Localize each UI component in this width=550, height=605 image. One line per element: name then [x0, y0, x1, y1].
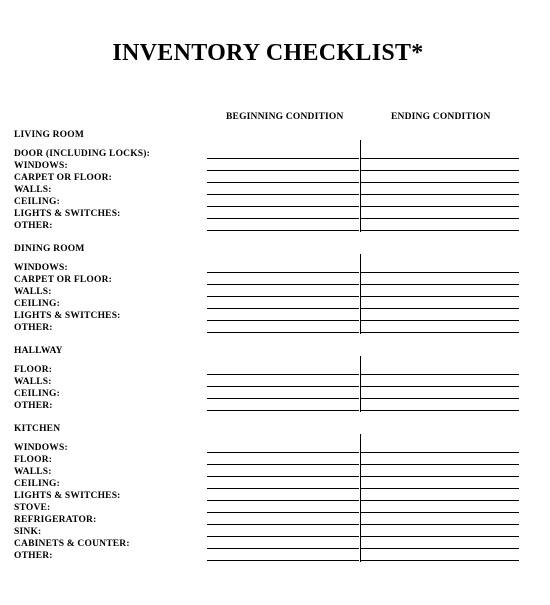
- item-label: CEILING:: [14, 299, 60, 309]
- beginning-condition-line[interactable]: [207, 488, 359, 489]
- ending-condition-line[interactable]: [361, 296, 519, 297]
- column-divider: [360, 140, 361, 232]
- beginning-condition-line[interactable]: [207, 398, 359, 399]
- beginning-condition-line[interactable]: [207, 464, 359, 465]
- item-label: OTHER:: [14, 221, 53, 231]
- page-title: INVENTORY CHECKLIST*: [112, 40, 424, 66]
- beginning-condition-line[interactable]: [207, 332, 359, 333]
- ending-condition-line[interactable]: [361, 182, 519, 183]
- item-label: CABINETS & COUNTER:: [14, 539, 130, 549]
- item-label: WINDOWS:: [14, 263, 68, 273]
- item-label: CEILING:: [14, 389, 60, 399]
- item-label: LIGHTS & SWITCHES:: [14, 311, 121, 321]
- ending-condition-line[interactable]: [361, 158, 519, 159]
- beginning-condition-line[interactable]: [207, 194, 359, 195]
- item-label: FLOOR:: [14, 365, 53, 375]
- beginning-condition-line[interactable]: [207, 386, 359, 387]
- ending-condition-line[interactable]: [361, 170, 519, 171]
- item-label: FLOOR:: [14, 455, 53, 465]
- section-heading: LIVING ROOM: [14, 130, 85, 140]
- ending-condition-line[interactable]: [361, 452, 519, 453]
- beginning-condition-line[interactable]: [207, 536, 359, 537]
- item-label: LIGHTS & SWITCHES:: [14, 491, 121, 501]
- item-label: DOOR (INCLUDING LOCKS):: [14, 149, 151, 159]
- item-label: LIGHTS & SWITCHES:: [14, 209, 121, 219]
- ending-condition-line[interactable]: [361, 398, 519, 399]
- item-label: WINDOWS:: [14, 161, 68, 171]
- beginning-condition-line[interactable]: [207, 218, 359, 219]
- column-header-ending: ENDING CONDITION: [391, 112, 491, 122]
- item-label: SINK:: [14, 527, 42, 537]
- beginning-condition-line[interactable]: [207, 560, 359, 561]
- beginning-condition-line[interactable]: [207, 182, 359, 183]
- item-label: WINDOWS:: [14, 443, 68, 453]
- ending-condition-line[interactable]: [361, 308, 519, 309]
- item-label: CEILING:: [14, 479, 60, 489]
- item-label: WALLS:: [14, 185, 52, 195]
- column-divider: [360, 434, 361, 562]
- item-label: REFRIGERATOR:: [14, 515, 97, 525]
- ending-condition-line[interactable]: [361, 488, 519, 489]
- section-heading: HALLWAY: [14, 346, 63, 356]
- beginning-condition-line[interactable]: [207, 296, 359, 297]
- beginning-condition-line[interactable]: [207, 524, 359, 525]
- ending-condition-line[interactable]: [361, 386, 519, 387]
- item-label: OTHER:: [14, 401, 53, 411]
- beginning-condition-line[interactable]: [207, 284, 359, 285]
- beginning-condition-line[interactable]: [207, 512, 359, 513]
- section-heading: DINING ROOM: [14, 244, 85, 254]
- item-label: STOVE:: [14, 503, 51, 513]
- beginning-condition-line[interactable]: [207, 410, 359, 411]
- beginning-condition-line[interactable]: [207, 374, 359, 375]
- beginning-condition-line[interactable]: [207, 548, 359, 549]
- item-label: CEILING:: [14, 197, 60, 207]
- beginning-condition-line[interactable]: [207, 230, 359, 231]
- item-label: OTHER:: [14, 323, 53, 333]
- beginning-condition-line[interactable]: [207, 308, 359, 309]
- ending-condition-line[interactable]: [361, 320, 519, 321]
- ending-condition-line[interactable]: [361, 410, 519, 411]
- item-label: WALLS:: [14, 467, 52, 477]
- beginning-condition-line[interactable]: [207, 476, 359, 477]
- ending-condition-line[interactable]: [361, 464, 519, 465]
- beginning-condition-line[interactable]: [207, 158, 359, 159]
- beginning-condition-line[interactable]: [207, 320, 359, 321]
- item-label: WALLS:: [14, 287, 52, 297]
- ending-condition-line[interactable]: [361, 194, 519, 195]
- ending-condition-line[interactable]: [361, 560, 519, 561]
- ending-condition-line[interactable]: [361, 332, 519, 333]
- ending-condition-line[interactable]: [361, 206, 519, 207]
- beginning-condition-line[interactable]: [207, 170, 359, 171]
- ending-condition-line[interactable]: [361, 218, 519, 219]
- column-header-beginning: BEGINNING CONDITION: [226, 112, 344, 122]
- ending-condition-line[interactable]: [361, 272, 519, 273]
- ending-condition-line[interactable]: [361, 524, 519, 525]
- item-label: OTHER:: [14, 551, 53, 561]
- column-divider: [360, 254, 361, 334]
- beginning-condition-line[interactable]: [207, 500, 359, 501]
- section-heading: KITCHEN: [14, 424, 61, 434]
- beginning-condition-line[interactable]: [207, 272, 359, 273]
- ending-condition-line[interactable]: [361, 374, 519, 375]
- beginning-condition-line[interactable]: [207, 206, 359, 207]
- ending-condition-line[interactable]: [361, 230, 519, 231]
- beginning-condition-line[interactable]: [207, 452, 359, 453]
- ending-condition-line[interactable]: [361, 476, 519, 477]
- item-label: CARPET OR FLOOR:: [14, 173, 113, 183]
- item-label: WALLS:: [14, 377, 52, 387]
- item-label: CARPET OR FLOOR:: [14, 275, 113, 285]
- ending-condition-line[interactable]: [361, 512, 519, 513]
- ending-condition-line[interactable]: [361, 548, 519, 549]
- ending-condition-line[interactable]: [361, 536, 519, 537]
- column-divider: [360, 356, 361, 412]
- ending-condition-line[interactable]: [361, 284, 519, 285]
- ending-condition-line[interactable]: [361, 500, 519, 501]
